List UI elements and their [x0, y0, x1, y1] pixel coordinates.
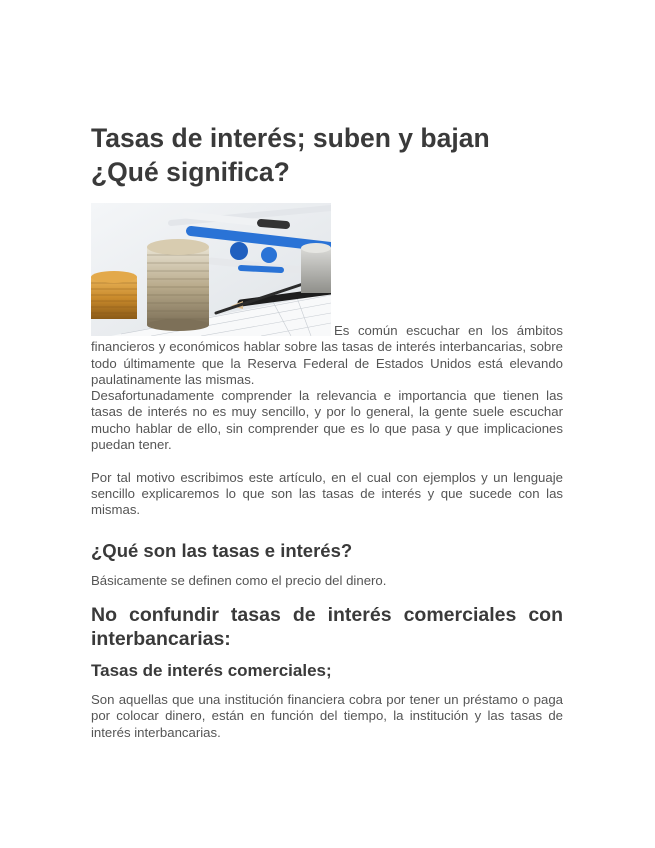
paragraph-intro: Es común escuchar en los ámbitos financieros y económicos hablar sobre las tasas de interés interbancarias, sobre todo últimamente que la Reserva Federal de Estados Unidos está elevando paulatinamente las mismas. [91, 323, 563, 387]
title-line-2: ¿Qué significa? [91, 157, 290, 187]
heading-no-confundir: No confundir tasas de interés comerciales con interbancarias: [91, 604, 563, 650]
paragraph-tasas-comerciales: Son aquellas que una institución financiera cobra por tener un préstamo o paga por colocar dinero, están en función del tiempo, la institución y las tasas de interés interbancarias. [91, 692, 563, 740]
title-line-1: Tasas de interés; suben y bajan [91, 123, 490, 153]
heading-tasas-comerciales: Tasas de interés comerciales; [91, 661, 332, 680]
intro-section [91, 203, 563, 519]
paragraph-definicion: Básicamente se definen como el precio del dinero. [91, 573, 387, 588]
paragraph-desafortunadamente: Desafortunadamente comprender la relevancia e importancia que tienen las tasas de interés no es muy sencillo, y por lo general, la gente suele escuchar mucho hablar de ello, sin comprender que es lo que pasa y que implicaciones puedan tener. [91, 388, 563, 453]
heading-que-son-tasas: ¿Qué son las tasas e interés? [91, 540, 353, 561]
paragraph-por-tal-motivo: Por tal motivo escribimos este artículo, en el cual con ejemplos y un lenguaje sencillo explicaremos lo que son las tasas de interés y que sucede con las mismas. [91, 469, 563, 518]
page-title [91, 121, 563, 189]
coins-and-pens-image [91, 203, 331, 336]
